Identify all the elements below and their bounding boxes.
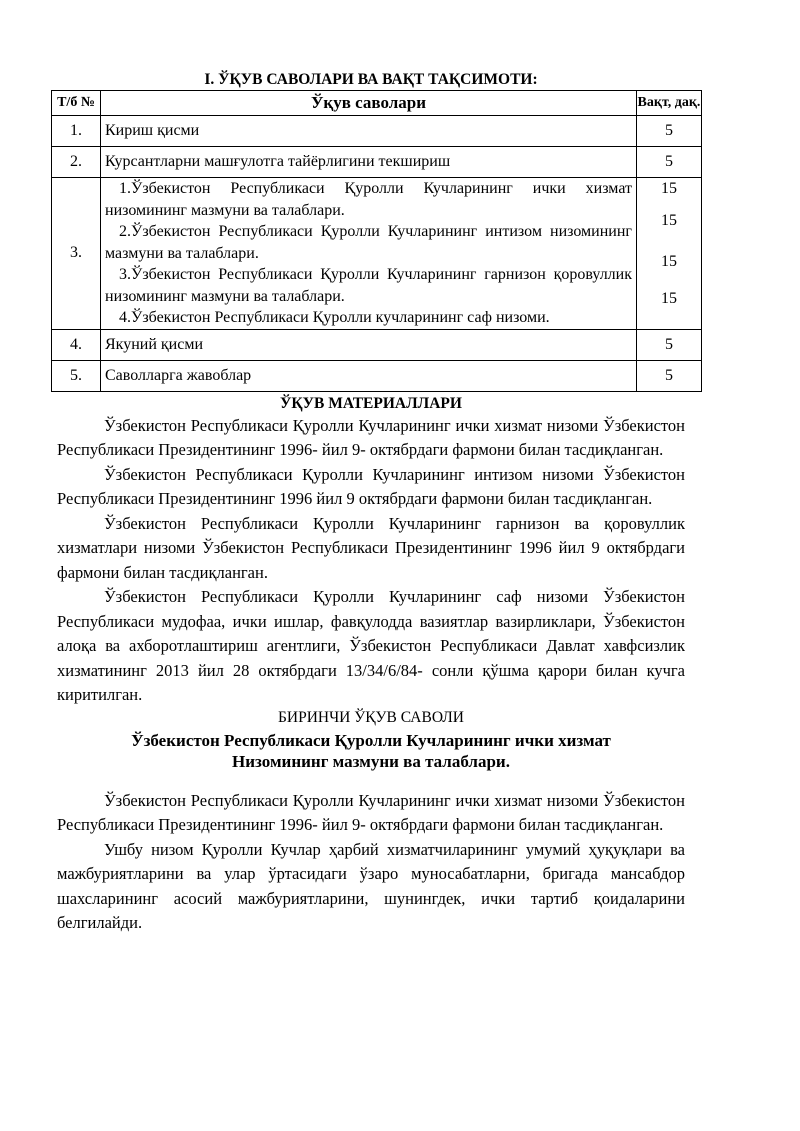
table-header-row [52, 91, 702, 116]
header-time: Вақт, дақ. [637, 91, 702, 116]
sub-question-3-time: 15 [661, 253, 677, 270]
sub-question-1-time: 15 [661, 180, 677, 197]
header-topic: Ўқув саволари [101, 91, 637, 116]
materials-title: ЎҚУВ МАТЕРИАЛЛАРИ [280, 394, 462, 412]
row-time-list [637, 178, 702, 330]
row-time: 5 [637, 116, 702, 147]
materials-paragraph: Ўзбекистон Республикаси Қуролли Кучларининг интизом низоми Ўзбекистон Республикаси Президентининг 1996 йил 9 октябрдаги фармони билан тасдиқланган. [57, 464, 685, 508]
table-row [52, 329, 702, 360]
row-topic: Курсантларни машғулотга тайёрлигини текшириш [101, 147, 637, 178]
first-question-title-line-1: Ўзбекистон Республикаси Қуролли Кучларининг ички хизмат [131, 730, 611, 750]
row-topic: Якуний қисми [101, 329, 637, 360]
spacer [637, 231, 701, 251]
sub-question-3: 3.Ўзбекистон Республикаси Қуролли Кучларининг гарнизон қоровуллик низомининг мазмуни ва талаблари. [105, 266, 632, 305]
table-row [52, 360, 702, 391]
body-paragraph: Ушбу низом Қуролли Кучлар ҳарбий хизматчиларининг умумий ҳуқуқлари ва мажбуриятларини ва улар ўртасидаги ўзаро муносабатларни, бригада мансабдор шахсларининг асосий мажбуриятларини, шунингдек, ички тартиб қоидаларини белгилайди. [57, 839, 685, 932]
row-time: 5 [637, 147, 702, 178]
materials-paragraph: Ўзбекистон Республикаси Қуролли Кучларининг саф низоми Ўзбекистон Республикаси мудофаа, ички ишлар, фавқулодда вазиятлар вазирликлари, Ўзбекистон алоқа ва ахборотлаштириш агентлиги, Ўзбекистон Республикаси Давлат хавфсизлик хизматининг 2013 йил 28 октябрдаги 13/34/6/84- сонли қўшма қарори билан кучга киритилган. [57, 587, 685, 704]
table-row [52, 116, 702, 147]
row-number: 3. [52, 178, 101, 330]
header-number: Т/б № [52, 91, 101, 116]
first-question-label: БИРИНЧИ ЎҚУВ САВОЛИ [278, 708, 464, 726]
spacer [637, 273, 701, 288]
spacer [637, 200, 701, 210]
spacer [57, 773, 685, 789]
row-number: 5. [52, 360, 101, 391]
table-row [52, 147, 702, 178]
document-page [57, 70, 701, 936]
row-topic: Саволларга жавоблар [101, 360, 637, 391]
schedule-title: I. ЎҚУВ САВОЛАРИ ВА ВАҚТ ТАҚСИМОТИ: [204, 71, 538, 88]
materials-paragraph: Ўзбекистон Республикаси Қуролли Кучларининг ички хизмат низоми Ўзбекистон Республикаси Президентининг 1996- йил 9- октябрдаги фармони билан тасдиқланган. [57, 415, 685, 459]
materials-paragraph: Ўзбекистон Республикаси Қуролли Кучларининг гарнизон ва қоровуллик хизматлари низоми Ўзбекистон Республикаси Президентининг 1996 йил 9 октябрдаги фармони билан тасдиқланган. [57, 513, 685, 582]
row-topic: Кириш қисми [101, 116, 637, 147]
sub-question-2: 2.Ўзбекистон Республикаси Қуролли Кучларининг интизом низомининг мазмуни ва талаблари. [105, 223, 632, 262]
row-time: 5 [637, 360, 702, 391]
row-number: 2. [52, 147, 101, 178]
first-question-title-line-2: Низомининг мазмуни ва талаблари. [232, 752, 510, 771]
sub-question-2-time: 15 [661, 211, 677, 229]
row-time: 5 [637, 329, 702, 360]
body-paragraph: Ўзбекистон Республикаси Қуролли Кучларининг ички хизмат низоми Ўзбекистон Республикаси Президентининг 1996- йил 9- октябрдаги фармони билан тасдиқланган. [57, 790, 685, 834]
schedule-table [51, 90, 702, 392]
row-topic-list [101, 178, 637, 330]
sub-question-4: 4.Ўзбекистон Республикаси Қуролли кучларининг саф низоми. [119, 309, 550, 326]
table-row [52, 178, 702, 330]
sub-question-4-time: 15 [661, 289, 677, 307]
row-number: 4. [52, 329, 101, 360]
sub-question-1: 1.Ўзбекистон Республикаси Қуролли Кучларининг ички хизмат низомининг мазмуни ва талаблари. [105, 180, 632, 219]
row-number: 1. [52, 116, 101, 147]
